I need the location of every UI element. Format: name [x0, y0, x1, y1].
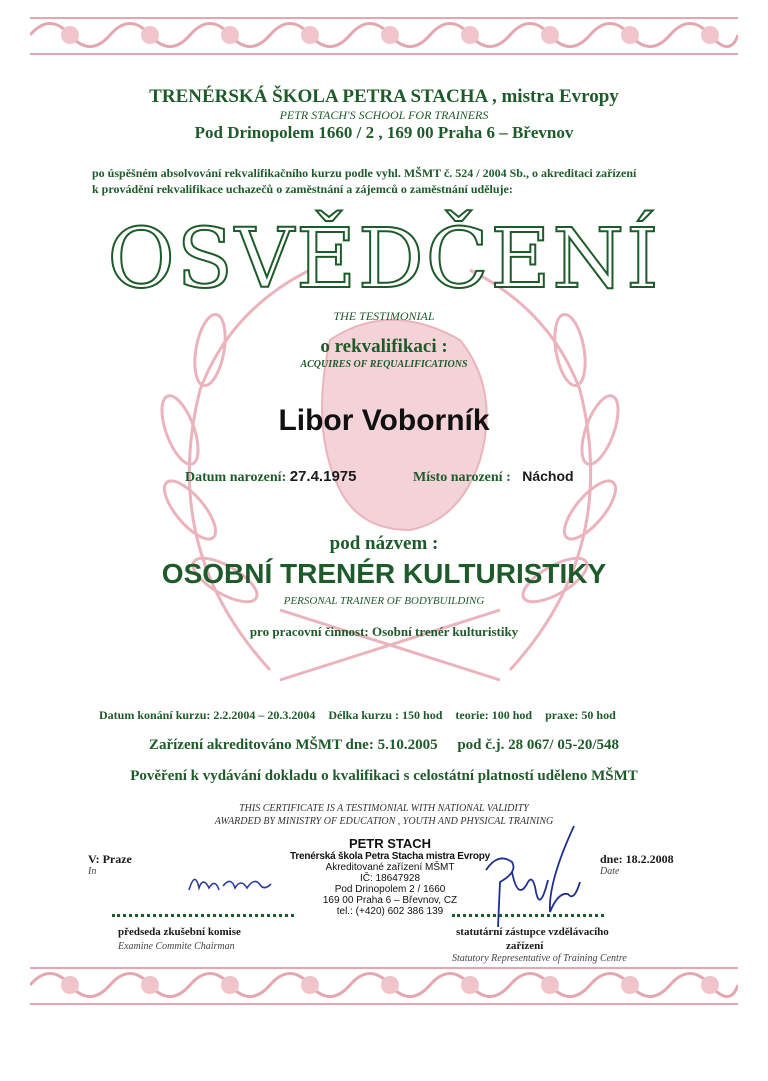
top-ornament-border [30, 8, 738, 62]
chairman-label-en: Examine Commite Chairman [118, 941, 235, 952]
accreditation-ref: pod č.j. 28 067/ 05-20/548 [457, 737, 620, 753]
dates-value: 2.2.2004 – 20.3.2004 [213, 708, 316, 722]
left-signature-line [112, 914, 294, 917]
requalification-label: o rekvalifikaci : [320, 336, 448, 357]
school-name-en: PETR STACH'S SCHOOL FOR TRAINERS [279, 108, 489, 122]
stamp-line-6: tel.: (+420) 602 386 139 [336, 906, 444, 917]
intro-line-2: k provádění rekvalifikace uchazečů o zaměstnání a zájemců o zaměstnání uděluje: [92, 182, 513, 196]
representative-label-en: Statutory Representative of Training Centre [452, 953, 627, 964]
certificate-title: OSVĚDČENÍ [107, 212, 661, 307]
accreditation-text: Zařízení akreditováno MŠMT dne: 5.10.2005 [148, 737, 438, 753]
requalification-label-en: ACQUIRES OF REQUALIFICATIONS [300, 359, 468, 370]
work-activity [0, 624, 768, 640]
birthplace-info [413, 468, 574, 486]
dob-label: Datum narození: [185, 470, 287, 485]
course-label: pod názvem : [329, 533, 439, 554]
stamp-line-4: Pod Drinopolem 2 / 1660 [334, 884, 446, 895]
birth-info [185, 468, 356, 486]
stamp-line-2: Akreditované zařízení MŠMT [325, 862, 455, 873]
place [88, 852, 132, 867]
place-label: V: [88, 852, 100, 866]
intro-line-1: po úspěšném absolvování rekvalifikačního kurzu podle vyhl. MŠMT č. 524 / 2004 Sb., o akreditaci zařízení [92, 166, 637, 180]
validity-en-2: AWARDED BY MINISTRY OF EDUCATION , YOUTH AND PHYSICAL TRAINING [214, 816, 554, 827]
pob-label: Místo narození : [413, 470, 511, 485]
validity-en-1: THIS CERTIFICATE IS A TESTIMONIAL WITH NATIONAL VALIDITY [239, 803, 529, 814]
date-label: dne: [600, 852, 623, 866]
dob-value: 27.4.1975 [289, 468, 357, 485]
practice-label: praxe: [545, 708, 579, 722]
activity-label: pro pracovní činnost: [249, 624, 369, 639]
length-value: 150 hod [402, 708, 443, 722]
certificate-title-en: THE TESTIMONIAL [333, 309, 435, 323]
pob-value: Náchod [522, 468, 574, 484]
accreditation-line [0, 737, 768, 754]
representative-label-2: zařízení [506, 940, 544, 952]
theory-label: teorie: [455, 708, 489, 722]
chairman-label: předseda zkušební komise [118, 926, 241, 938]
left-signature [185, 868, 275, 898]
date [600, 852, 674, 867]
school-address: Pod Drinopolem 1660 / 2 , 169 00 Praha 6 – Břevnov [194, 123, 574, 142]
course-details [99, 708, 616, 723]
school-name: TRENÉRSKÁ ŠKOLA PETRA STACHA , mistra Evropy [149, 86, 619, 107]
activity-value: Osobní trenér kulturistiky [372, 624, 519, 639]
place-en: In [88, 866, 97, 877]
stamp-name: PETR STACH [348, 836, 432, 851]
stamp-line-3: IČ: 18647928 [359, 873, 421, 884]
practice-value: 50 hod [581, 708, 616, 722]
stamp-line-5: 169 00 Praha 6 – Břevnov, CZ [322, 895, 458, 906]
stamp-line-1: Trenérská škola Petra Stacha mistra Evropy [289, 851, 491, 862]
length-label: Délka kurzu : [328, 708, 400, 722]
holder-name: Libor Voborník [278, 404, 490, 437]
representative-label-1: statutární zástupce vzdělávacího [456, 926, 609, 938]
date-value: 18.2.2008 [625, 852, 674, 866]
course-name-en: PERSONAL TRAINER OF BODYBUILDING [283, 595, 485, 607]
place-value: Praze [102, 852, 132, 866]
authorization-line: Pověření k vydávání dokladu o kvalifikaci s celostátní platností uděleno MŠMT [130, 768, 638, 784]
dates-label: Datum konání kurzu: [99, 708, 211, 722]
bottom-ornament-border [30, 958, 738, 1012]
date-en: Date [600, 866, 620, 877]
course-name: OSOBNÍ TRENÉR KULTURISTIKY [161, 558, 607, 589]
right-signature-line [452, 914, 604, 917]
theory-value: 100 hod [491, 708, 533, 722]
